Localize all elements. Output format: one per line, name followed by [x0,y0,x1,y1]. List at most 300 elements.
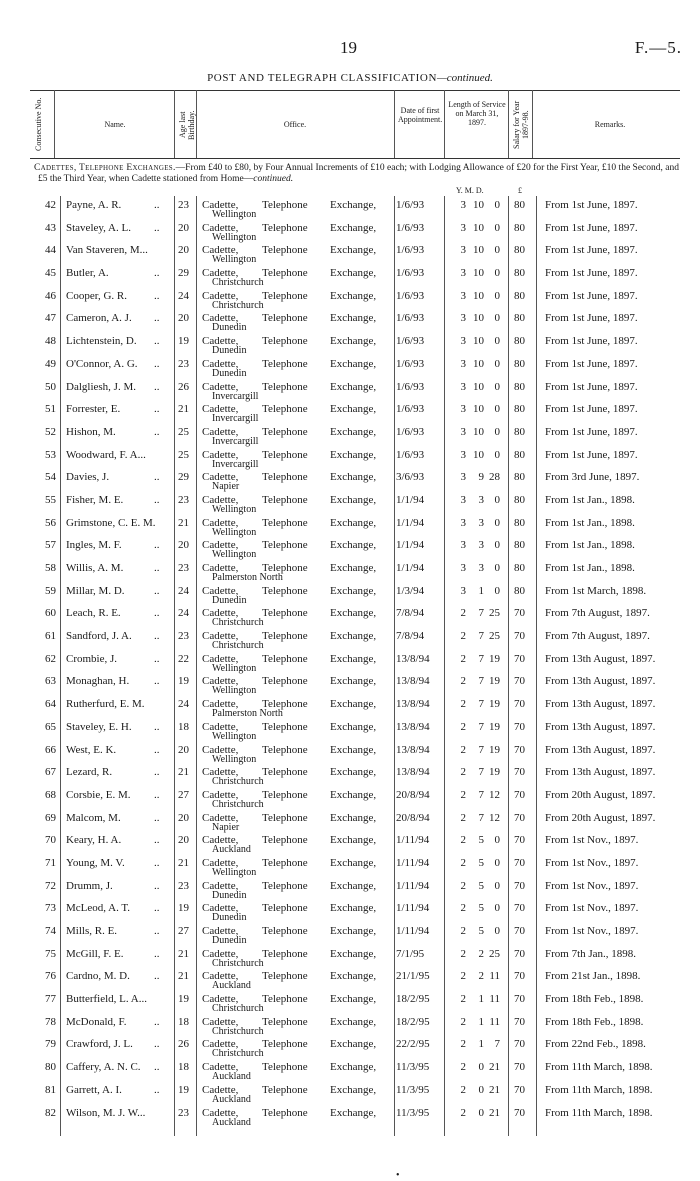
row-office-exchange: Exchange, [330,743,377,756]
row-leader-dots: .. [154,562,160,574]
row-office-telephone: Telephone [262,1083,308,1096]
table-row [0,378,700,401]
row-remarks: From 1st June, 1897. [545,403,638,416]
row-age: 21 [178,970,189,983]
row-service-years: 2 [460,947,466,960]
row-office-exchange: Exchange, [330,289,377,302]
row-name: Payne, A. R. [66,199,122,211]
row-number: 64 [45,698,56,711]
row-remarks: From 18th Feb., 1898. [545,993,644,1006]
row-appointment-date: 1/6/93 [396,448,425,461]
row-name: Butler, A. [66,267,109,280]
row-office-exchange: Exchange, [330,652,377,665]
row-service-years: 3 [460,199,466,211]
row-appointment-date: 20/8/94 [396,788,430,801]
row-age: 26 [178,1038,189,1051]
row-age: 25 [178,425,189,438]
table-row [0,967,700,990]
row-office-telephone: Telephone [262,788,308,801]
row-service-months: 7 [478,652,484,665]
row-remarks: From 1st June, 1897. [545,380,638,393]
row-office-location: Wellington [212,526,257,538]
row-office-exchange: Exchange, [330,788,377,801]
row-service-years: 2 [460,675,466,688]
row-service-days: 11 [489,1015,500,1028]
row-service-months: 10 [473,403,484,416]
row-service-years: 3 [460,357,466,370]
row-name: Grimstone, C. E. M. [66,516,156,529]
row-service-years: 3 [460,448,466,461]
row-office-cadette: Cadette, [202,698,239,711]
row-service-months: 5 [478,856,484,869]
row-office-cadette: Cadette, [202,788,239,801]
row-service-years: 2 [460,993,466,1006]
row-office-cadette: Cadette, [202,766,239,779]
row-office-location: Christchurch [212,798,264,810]
row-office-exchange: Exchange, [330,312,377,325]
table-row [0,514,700,537]
row-number: 59 [45,584,56,597]
table-row [0,287,700,310]
row-salary: 70 [514,902,525,915]
table-row [0,854,700,877]
row-service-years: 2 [460,698,466,711]
row-service-days: 0 [494,244,500,257]
row-office-location: Christchurch [212,1025,264,1037]
row-salary: 70 [514,879,525,892]
row-service-years: 3 [460,471,466,484]
row-salary: 80 [514,584,525,597]
row-age: 29 [178,471,189,484]
row-remarks: From 1st June, 1897. [545,357,638,370]
table-row [0,877,700,900]
row-service-months: 10 [473,221,484,234]
table-row [0,400,700,423]
row-service-years: 2 [460,766,466,779]
row-office-telephone: Telephone [262,380,308,393]
row-remarks: From 18th Feb., 1898. [545,1015,644,1028]
row-office-telephone: Telephone [262,221,308,234]
row-service-days: 19 [489,720,500,733]
row-leader-dots: .. [154,1015,160,1028]
row-service-months: 7 [478,811,484,824]
row-name: Lezard, R. [66,766,113,779]
row-appointment-date: 1/6/93 [396,289,425,302]
row-salary: 80 [514,289,525,302]
row-number: 78 [45,1015,56,1028]
table-row [0,763,700,786]
row-remarks: From 21st Jan., 1898. [545,970,641,983]
row-number: 80 [45,1061,56,1074]
row-age: 20 [178,539,189,552]
row-age: 23 [178,199,189,211]
row-appointment-date: 1/6/93 [396,312,425,325]
row-number: 56 [45,516,56,529]
row-office-cadette: Cadette, [202,1015,239,1028]
row-number: 71 [45,856,56,869]
row-appointment-date: 1/1/94 [396,516,425,529]
row-office-telephone: Telephone [262,1015,308,1028]
row-number: 58 [45,562,56,574]
row-office-exchange: Exchange, [330,1106,377,1119]
row-office-exchange: Exchange, [330,856,377,869]
row-office-exchange: Exchange, [330,811,377,824]
row-service-months: 10 [473,425,484,438]
row-remarks: From 11th March, 1898. [545,1061,653,1074]
row-service-days: 21 [489,1083,500,1096]
row-number: 57 [45,539,56,552]
row-service-years: 2 [460,925,466,937]
header-name: Name. [104,120,126,129]
row-office-cadette: Cadette, [202,335,239,348]
row-remarks: From 1st Nov., 1897. [545,834,639,847]
row-appointment-date: 13/8/94 [396,720,430,733]
row-appointment-date: 3/6/93 [396,471,425,484]
row-remarks: From 1st June, 1897. [545,448,638,461]
row-service-months: 10 [473,199,484,211]
row-office-telephone: Telephone [262,493,308,506]
row-name: West, E. K. [66,743,117,756]
row-appointment-date: 1/6/93 [396,199,425,211]
row-name: Lichtenstein, D. [66,335,137,348]
row-office-telephone: Telephone [262,720,308,733]
pound-label: £ [518,186,522,195]
row-number: 60 [45,607,56,620]
row-leader-dots: .. [154,743,160,756]
row-age: 23 [178,357,189,370]
row-name: Cameron, A. J. [66,312,132,325]
table-row [0,650,700,673]
row-service-years: 3 [460,312,466,325]
row-number: 72 [45,879,56,892]
row-office-location: Dunedin [212,367,247,379]
row-office-location: Dunedin [212,889,247,901]
row-name: Wilson, M. J. W... [66,1106,146,1119]
row-service-months: 1 [478,993,484,1006]
row-name: Leach, R. E. [66,607,121,620]
row-service-months: 7 [478,720,484,733]
row-age: 19 [178,675,189,688]
row-age: 19 [178,993,189,1006]
row-appointment-date: 1/6/93 [396,357,425,370]
row-appointment-date: 20/8/94 [396,811,430,824]
row-office-telephone: Telephone [262,743,308,756]
row-age: 27 [178,925,189,937]
row-service-years: 3 [460,380,466,393]
row-salary: 80 [514,562,525,574]
row-service-months: 9 [478,471,484,484]
row-age: 27 [178,788,189,801]
table-rows [0,196,700,1126]
row-name: Hishon, M. [66,425,116,438]
row-office-telephone: Telephone [262,403,308,416]
section-suffix: continued. [253,174,294,184]
row-office-telephone: Telephone [262,652,308,665]
row-service-days: 0 [494,902,500,915]
row-service-days: 11 [489,993,500,1006]
row-appointment-date: 11/3/95 [396,1106,430,1119]
row-office-telephone: Telephone [262,675,308,688]
row-leader-dots: .. [154,879,160,892]
row-service-years: 3 [460,267,466,280]
row-number: 53 [45,448,56,461]
row-office-exchange: Exchange, [330,221,377,234]
row-service-days: 25 [489,607,500,620]
row-appointment-date: 13/8/94 [396,743,430,756]
row-office-cadette: Cadette, [202,970,239,983]
row-office-location: Christchurch [212,640,264,652]
row-service-years: 2 [460,856,466,869]
title-suffix: —continued. [437,72,493,84]
row-age: 21 [178,947,189,960]
row-appointment-date: 1/6/93 [396,267,425,280]
row-number: 63 [45,675,56,688]
row-service-days: 0 [494,403,500,416]
row-office-telephone: Telephone [262,970,308,983]
row-remarks: From 13th August, 1897. [545,652,656,665]
row-salary: 70 [514,925,525,937]
row-service-days: 28 [489,471,500,484]
row-office-exchange: Exchange, [330,539,377,552]
row-age: 21 [178,516,189,529]
row-office-location: Christchurch [212,1048,264,1060]
row-service-years: 2 [460,811,466,824]
row-remarks: From 1st Nov., 1897. [545,856,639,869]
row-salary: 80 [514,516,525,529]
row-office-location: Invercargill [212,413,259,425]
table-row [0,536,700,559]
row-office-cadette: Cadette, [202,312,239,325]
row-office-exchange: Exchange, [330,925,377,937]
row-number: 46 [45,289,56,302]
row-salary: 80 [514,380,525,393]
row-office-location: Christchurch [212,277,264,289]
table-row [0,423,700,446]
table-row [0,627,700,650]
row-office-exchange: Exchange, [330,403,377,416]
row-office-location: Christchurch [212,1003,264,1015]
row-service-years: 3 [460,562,466,574]
row-leader-dots: .. [154,811,160,824]
row-number: 47 [45,312,56,325]
row-appointment-date: 22/2/95 [396,1038,430,1051]
row-salary: 70 [514,630,525,643]
row-service-years: 3 [460,539,466,552]
row-appointment-date: 1/6/93 [396,425,425,438]
col-divider [444,90,445,158]
row-office-location: Dunedin [212,345,247,357]
row-office-exchange: Exchange, [330,335,377,348]
row-service-months: 3 [478,539,484,552]
row-service-months: 7 [478,743,484,756]
row-salary: 80 [514,199,525,211]
row-service-months: 10 [473,289,484,302]
row-office-telephone: Telephone [262,425,308,438]
row-office-telephone: Telephone [262,471,308,484]
row-service-days: 0 [494,199,500,211]
row-service-months: 10 [473,244,484,257]
row-office-location: Invercargill [212,435,259,447]
row-appointment-date: 1/11/94 [396,925,430,937]
page-number: 19 [340,38,357,57]
footer-mark: • [396,1170,400,1181]
row-service-months: 2 [478,947,484,960]
row-service-months: 3 [478,562,484,574]
row-remarks: From 13th August, 1897. [545,675,656,688]
col-divider [174,90,175,158]
row-service-days: 19 [489,675,500,688]
row-appointment-date: 7/8/94 [396,630,425,643]
row-name: Davies, J. [66,471,110,484]
row-remarks: From 1st June, 1897. [545,244,638,257]
row-office-location: Palmerston North [212,572,283,583]
row-age: 23 [178,879,189,892]
row-service-years: 2 [460,1038,466,1051]
row-office-exchange: Exchange, [330,1015,377,1028]
row-service-days: 0 [494,925,500,937]
row-name: Corsbie, E. M. [66,788,131,801]
row-appointment-date: 1/6/93 [396,403,425,416]
row-office-cadette: Cadette, [202,539,239,552]
row-appointment-date: 1/1/94 [396,493,425,506]
row-remarks: From 1st June, 1897. [545,221,638,234]
header-remarks: Remarks. [594,120,626,129]
row-office-cadette: Cadette, [202,879,239,892]
row-service-months: 0 [478,1061,484,1074]
row-service-years: 2 [460,743,466,756]
row-age: 19 [178,335,189,348]
row-leader-dots: .. [154,289,160,302]
row-remarks: From 13th August, 1897. [545,743,656,756]
row-service-months: 5 [478,834,484,847]
table-row [0,196,700,219]
row-name: Dalgliesh, J. M. [66,380,136,393]
row-service-days: 0 [494,448,500,461]
row-age: 20 [178,743,189,756]
row-office-cadette: Cadette, [202,652,239,665]
row-age: 21 [178,766,189,779]
row-office-telephone: Telephone [262,448,308,461]
row-leader-dots: .. [154,834,160,847]
row-age: 24 [178,289,189,302]
row-office-location: Wellington [212,231,257,243]
row-name: Willis, A. M. [66,562,124,574]
row-salary: 70 [514,970,525,983]
table-row [0,582,700,605]
row-salary: 70 [514,766,525,779]
header-rule-top [30,90,680,91]
row-salary: 70 [514,1061,525,1074]
row-salary: 80 [514,357,525,370]
row-office-telephone: Telephone [262,312,308,325]
row-service-days: 21 [489,1061,500,1074]
row-office-exchange: Exchange, [330,1061,377,1074]
row-name: Millar, M. D. [66,584,125,597]
row-office-telephone: Telephone [262,811,308,824]
row-office-exchange: Exchange, [330,267,377,280]
row-office-location: Wellington [212,730,257,742]
row-service-months: 3 [478,516,484,529]
row-office-telephone: Telephone [262,1061,308,1074]
row-service-months: 5 [478,902,484,915]
row-leader-dots: .. [154,493,160,506]
header-age: Age last Birthday. [178,110,196,140]
row-office-telephone: Telephone [262,267,308,280]
row-salary: 70 [514,720,525,733]
row-service-days: 0 [494,221,500,234]
row-service-months: 10 [473,312,484,325]
row-office-exchange: Exchange, [330,766,377,779]
row-office-cadette: Cadette, [202,834,239,847]
row-name: Young, M. V. [66,856,125,869]
row-number: 66 [45,743,56,756]
row-office-location: Christchurch [212,776,264,788]
row-number: 54 [45,471,56,484]
row-name: Garrett, A. I. [66,1083,122,1096]
row-service-years: 3 [460,244,466,257]
row-office-telephone: Telephone [262,516,308,529]
row-office-location: Dunedin [212,912,247,924]
row-name: Forrester, E. [66,403,121,416]
row-service-days: 11 [489,970,500,983]
row-salary: 70 [514,993,525,1006]
row-remarks: From 7th Jan., 1898. [545,947,637,960]
table-row [0,219,700,242]
row-office-cadette: Cadette, [202,1038,239,1051]
row-office-cadette: Cadette, [202,562,239,574]
row-salary: 70 [514,834,525,847]
row-salary: 70 [514,1106,525,1119]
row-remarks: From 11th March, 1898. [545,1083,653,1096]
row-office-telephone: Telephone [262,357,308,370]
row-number: 70 [45,834,56,847]
row-service-days: 19 [489,652,500,665]
row-appointment-date: 1/1/94 [396,539,425,552]
row-office-location: Wellington [212,209,257,220]
row-office-cadette: Cadette, [202,244,239,257]
row-appointment-date: 1/11/94 [396,902,430,915]
row-number: 79 [45,1038,56,1051]
row-number: 81 [45,1083,56,1096]
row-age: 20 [178,221,189,234]
row-salary: 70 [514,698,525,711]
row-office-cadette: Cadette, [202,1061,239,1074]
row-service-days: 0 [494,335,500,348]
row-name: Mills, R. E. [66,925,118,937]
row-leader-dots: .. [154,902,160,915]
row-salary: 80 [514,267,525,280]
row-office-telephone: Telephone [262,947,308,960]
table-row [0,604,700,627]
row-service-months: 7 [478,607,484,620]
row-name: Crombie, J. [66,652,118,665]
row-office-telephone: Telephone [262,925,308,937]
row-name: Butterfield, L. A... [66,993,147,1006]
row-service-months: 5 [478,925,484,937]
row-name: Rutherfurd, E. M. [66,698,145,711]
row-remarks: From 20th August, 1897. [545,811,656,824]
col-divider [54,90,55,158]
row-appointment-date: 7/1/95 [396,947,425,960]
row-number: 48 [45,335,56,348]
table-row [0,672,700,695]
col-divider [532,90,533,158]
table-row [0,332,700,355]
row-remarks: From 3rd June, 1897. [545,471,640,484]
row-service-months: 10 [473,448,484,461]
row-age: 21 [178,856,189,869]
row-office-exchange: Exchange, [330,244,377,257]
